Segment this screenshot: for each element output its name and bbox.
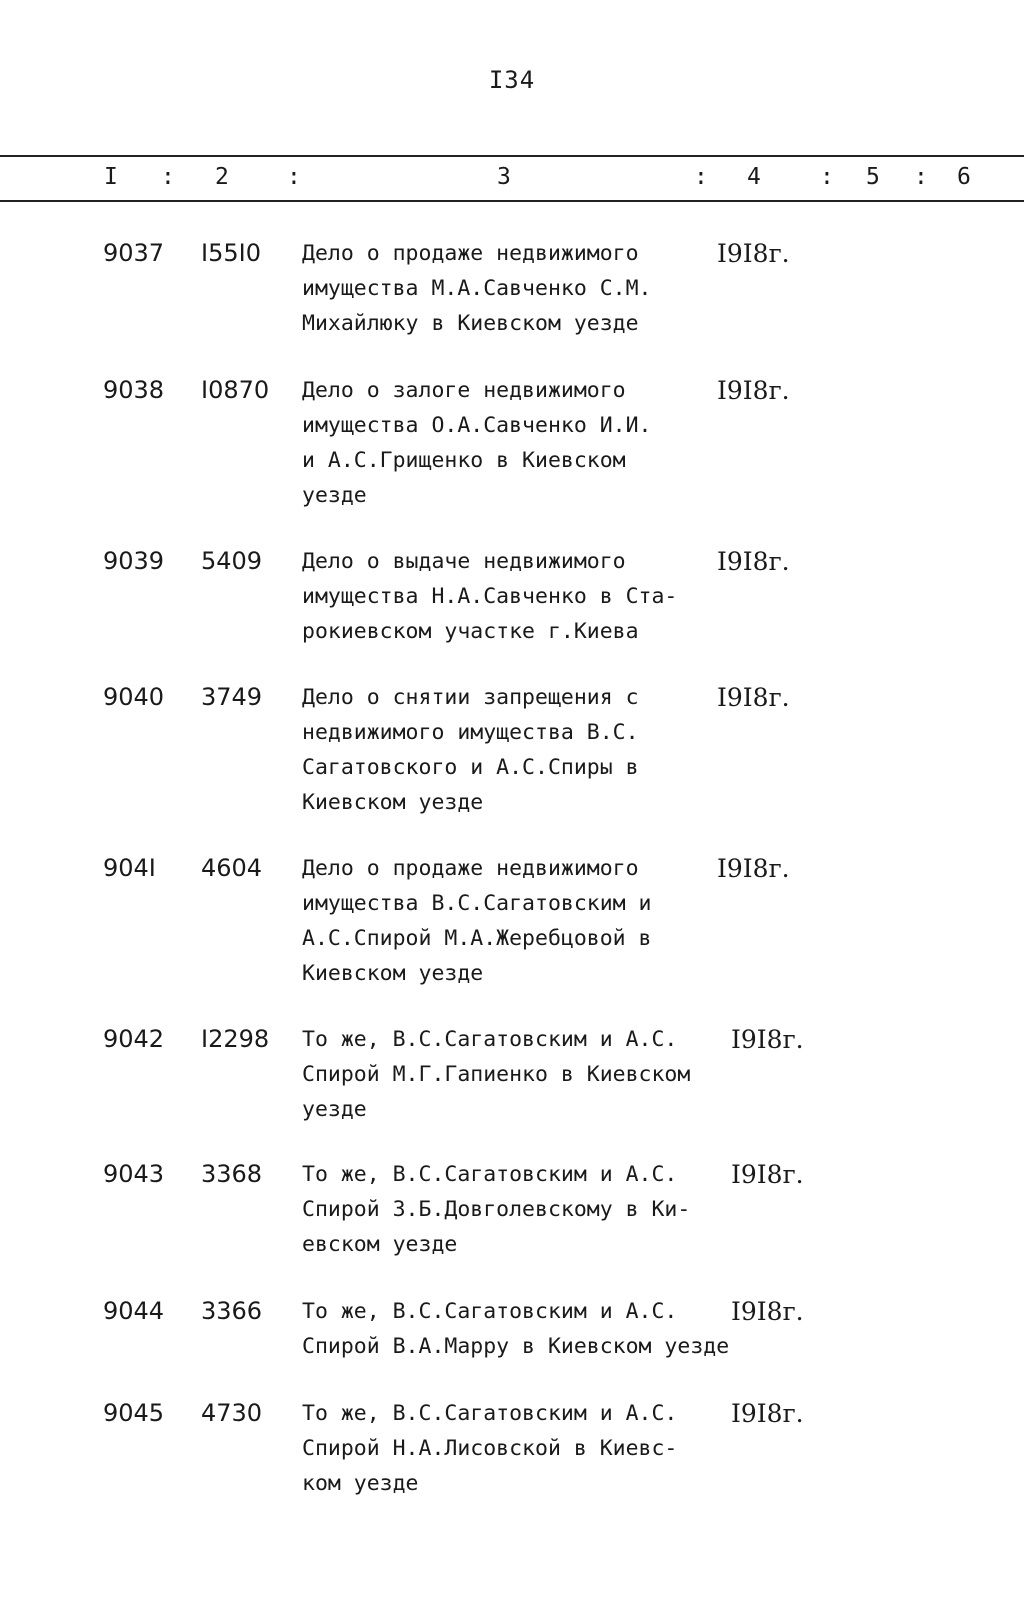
description-line: Спирой Н.А.Лисовской в Киевс- <box>302 1436 678 1461</box>
column-separator: : <box>914 164 928 190</box>
record-description <box>302 1396 722 1501</box>
page-number: I34 <box>488 66 536 94</box>
description-line: имущества Н.А.Савченко в Ста- <box>302 584 678 609</box>
record-code: 3368 <box>201 1160 263 1188</box>
record-year: I9I8г. <box>731 1025 804 1054</box>
record-year: I9I8г. <box>717 854 790 883</box>
record-description <box>302 1294 730 1364</box>
record-code: I2298 <box>201 1025 270 1053</box>
record-code: 4604 <box>201 854 263 882</box>
record-code: 3366 <box>201 1297 263 1325</box>
record-number: 9040 <box>103 683 165 711</box>
description-line: евском уезде <box>302 1232 458 1257</box>
record-number: 9045 <box>103 1399 165 1427</box>
record-number: 9038 <box>103 376 165 404</box>
column-separator: : <box>287 164 301 190</box>
record-description <box>302 680 722 820</box>
header-bottom-rule <box>0 200 1024 202</box>
record-year: I9I8г. <box>731 1160 804 1189</box>
column-header-2: 2 <box>215 164 229 190</box>
description-line: Михайлюку в Киевском уезде <box>302 311 639 336</box>
column-header-1: I <box>104 164 118 190</box>
description-line: Спирой М.Г.Гапиенко в Киевском <box>302 1062 691 1087</box>
column-separator: : <box>161 164 175 190</box>
column-separator: : <box>694 164 708 190</box>
record-year: I9I8г. <box>731 1297 804 1326</box>
description-line: имущества М.А.Савченко С.М. <box>302 276 652 301</box>
column-header-4: 4 <box>747 164 761 190</box>
record-code: 4730 <box>201 1399 263 1427</box>
description-line: ком уезде <box>302 1471 419 1496</box>
description-line: То же, В.С.Сагатовским и А.С. <box>302 1027 678 1052</box>
column-header-6: 6 <box>957 164 971 190</box>
record-year: I9I8г. <box>717 376 790 405</box>
description-line: Сагатовского и А.С.Спиры в <box>302 755 639 780</box>
description-line: Дело о продаже недвижимого <box>302 856 639 881</box>
record-code: I55I0 <box>201 239 261 267</box>
record-year: I9I8г. <box>717 683 790 712</box>
description-line: имущества О.А.Савченко И.И. <box>302 413 652 438</box>
description-line: Дело о выдаче недвижимого <box>302 549 626 574</box>
record-description <box>302 236 722 341</box>
description-line: То же, В.С.Сагатовским и А.С. <box>302 1299 678 1324</box>
record-code: 5409 <box>201 547 263 575</box>
description-line: А.С.Спирой М.А.Жеребцовой в <box>302 926 652 951</box>
record-description <box>302 1022 722 1127</box>
description-line: Дело о снятии запрещения с <box>302 685 639 710</box>
record-year: I9I8г. <box>717 547 790 576</box>
record-number: 9044 <box>103 1297 165 1325</box>
description-line: Киевском уезде <box>302 790 484 815</box>
record-description <box>302 851 722 991</box>
description-line: имущества В.С.Сагатовским и <box>302 891 652 916</box>
record-number: 9042 <box>103 1025 165 1053</box>
description-line: уезде <box>302 1097 367 1122</box>
header-top-rule <box>0 155 1024 157</box>
record-description <box>302 1157 722 1262</box>
description-line: Спирой В.А.Марру в Киевском уезде <box>302 1334 730 1359</box>
record-code: 3749 <box>201 683 263 711</box>
column-separator: : <box>820 164 834 190</box>
description-line: Спирой З.Б.Довголевскому в Ки- <box>302 1197 691 1222</box>
record-description <box>302 544 722 649</box>
description-line: рокиевском участке г.Киева <box>302 619 639 644</box>
description-line: недвижимого имущества В.С. <box>302 720 639 745</box>
record-description <box>302 373 722 513</box>
description-line: То же, В.С.Сагатовским и А.С. <box>302 1162 678 1187</box>
record-year: I9I8г. <box>731 1399 804 1428</box>
description-line: Киевском уезде <box>302 961 484 986</box>
record-year: I9I8г. <box>717 239 790 268</box>
description-line: То же, В.С.Сагатовским и А.С. <box>302 1401 678 1426</box>
description-line: Дело о залоге недвижимого <box>302 378 626 403</box>
column-header-3: 3 <box>497 164 511 190</box>
description-line: уезде <box>302 483 367 508</box>
record-number: 9039 <box>103 547 165 575</box>
record-number: 9043 <box>103 1160 165 1188</box>
record-code: I0870 <box>201 376 270 404</box>
record-number: 9037 <box>103 239 165 267</box>
description-line: и А.С.Грищенко в Киевском <box>302 448 626 473</box>
record-number: 904I <box>103 854 156 882</box>
description-line: Дело о продаже недвижимого <box>302 241 639 266</box>
column-header-5: 5 <box>866 164 880 190</box>
